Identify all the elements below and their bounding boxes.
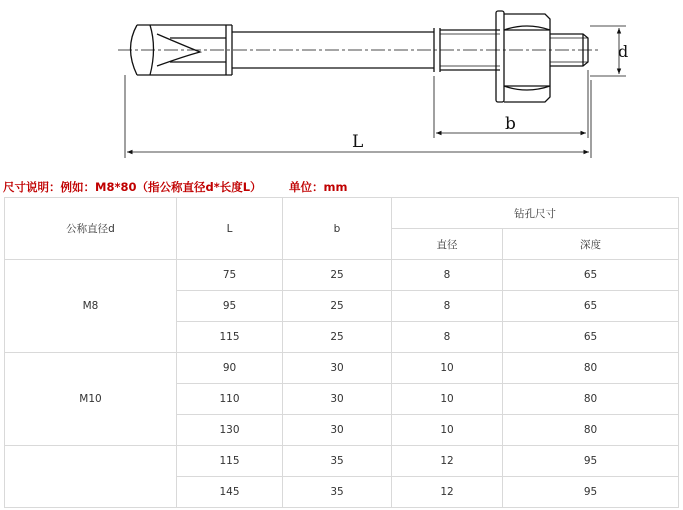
cell-hole-depth: 80 [503,384,679,415]
cell-length: 75 [177,260,283,291]
cell-hole-depth: 95 [503,477,679,508]
group-name: M10 [5,353,177,446]
cell-length: 115 [177,446,283,477]
table-row [5,446,679,477]
table-row [5,353,679,384]
header-nominal-diameter: 公称直径d [5,198,177,260]
group-name: M8 [5,260,177,353]
cell-length: 145 [177,477,283,508]
cell-hole-diameter: 8 [392,291,503,322]
header-thread-length: b [283,198,392,260]
dimension-label-b: b [505,114,516,134]
dimension-label-d: d [618,42,629,61]
header-length: L [177,198,283,260]
cell-length: 95 [177,291,283,322]
cell-length: 130 [177,415,283,446]
group-name [5,446,177,508]
cell-thread-length: 25 [283,291,392,322]
cell-hole-diameter: 10 [392,384,503,415]
cell-hole-diameter: 10 [392,353,503,384]
cell-hole-depth: 95 [503,446,679,477]
unit-note: 单位：mm [289,180,348,194]
cell-thread-length: 25 [283,260,392,291]
header-drill-hole: 钻孔尺寸 [392,198,679,229]
cell-hole-diameter: 8 [392,322,503,353]
spec-table [4,197,679,508]
cell-hole-diameter: 12 [392,446,503,477]
cell-hole-depth: 65 [503,260,679,291]
cell-thread-length: 35 [283,446,392,477]
hex-nut [504,14,550,102]
cell-thread-length: 25 [283,322,392,353]
washer [496,11,504,102]
cell-hole-diameter: 12 [392,477,503,508]
cell-hole-diameter: 8 [392,260,503,291]
header-hole-depth: 深度 [503,229,679,260]
size-note: 尺寸说明：例如：M8*80（指公称直径d*长度L） [3,180,262,194]
cell-hole-depth: 65 [503,291,679,322]
table-row [5,260,679,291]
cell-length: 115 [177,322,283,353]
cell-hole-diameter: 10 [392,415,503,446]
size-caption [3,179,348,195]
dimension-label-L: L [352,132,364,152]
cell-hole-depth: 80 [503,415,679,446]
cell-thread-length: 30 [283,415,392,446]
cell-thread-length: 30 [283,384,392,415]
cell-thread-length: 30 [283,353,392,384]
cell-hole-depth: 80 [503,353,679,384]
cell-hole-depth: 65 [503,322,679,353]
cell-length: 110 [177,384,283,415]
header-hole-diameter: 直径 [392,229,503,260]
header-row [5,198,679,229]
cell-thread-length: 35 [283,477,392,508]
cell-length: 90 [177,353,283,384]
anchor-bolt-drawing [0,0,683,178]
